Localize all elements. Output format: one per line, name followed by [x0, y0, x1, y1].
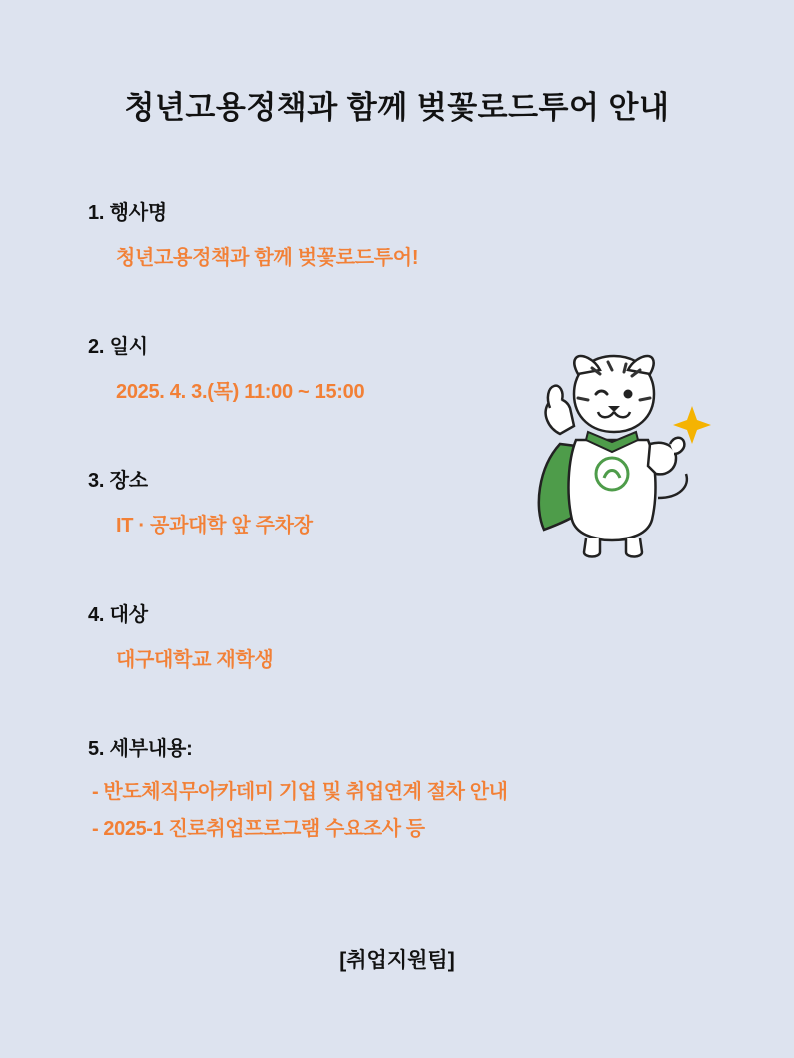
item-label: 3. 장소: [88, 470, 148, 492]
list-item: - 2025-1 진로취업프로그램 수요조사 등: [92, 818, 425, 840]
details-bullet-list: [92, 775, 708, 841]
item-value: 2025. 4. 3.(목) 11:00 ~ 15:00: [116, 381, 365, 403]
item-value: IT · 공과대학 앞 주차장: [116, 515, 313, 537]
item-value: 청년고용정책과 함께 벚꽃로드투어!: [116, 247, 419, 269]
item-details: [88, 732, 708, 841]
item-label: 2. 일시: [88, 336, 148, 358]
footer-team-name: [취업지원팀]: [339, 949, 455, 972]
item-datetime: [88, 330, 708, 404]
item-location: [88, 464, 708, 538]
item-event-name: [88, 196, 708, 270]
list-item: - 반도체직무아카데미 기업 및 취업연계 절차 안내: [92, 781, 508, 803]
item-label: 1. 행사명: [88, 202, 167, 224]
item-audience: [88, 598, 708, 672]
content-body: [88, 196, 708, 867]
item-label: 5. 세부내용:: [88, 738, 193, 760]
item-label: 4. 대상: [88, 604, 148, 626]
page-title: 청년고용정책과 함께 벚꽃로드투어 안내: [124, 90, 670, 125]
item-value: 대구대학교 재학생: [116, 649, 274, 671]
